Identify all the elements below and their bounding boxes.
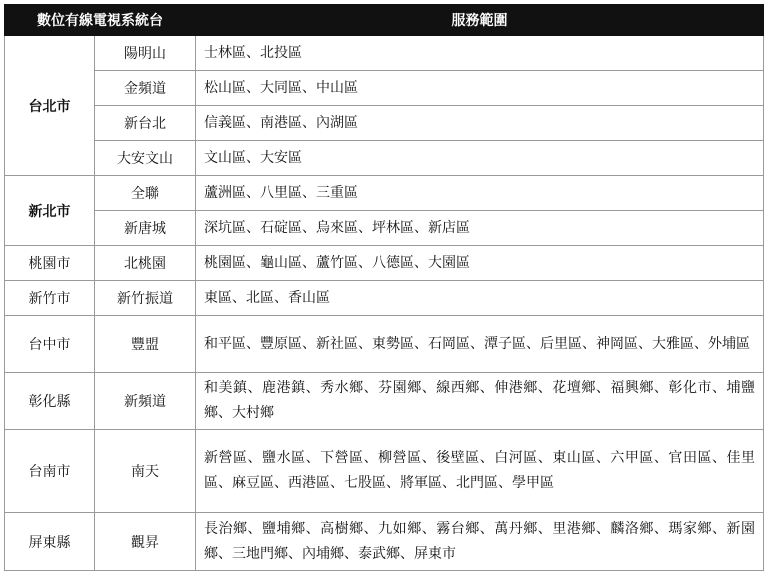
header-area: 服務範圍 xyxy=(196,5,764,36)
city-cell: 屏東縣 xyxy=(5,513,95,571)
area-cell: 松山區、大同區、中山區 xyxy=(196,71,764,106)
operator-cell: 金頻道 xyxy=(95,71,196,106)
area-cell: 桃園區、龜山區、蘆竹區、八德區、大園區 xyxy=(196,246,764,281)
operator-cell: 豐盟 xyxy=(95,316,196,373)
header-row xyxy=(5,5,764,36)
city-cell: 台中市 xyxy=(5,316,95,373)
table-row xyxy=(5,316,764,373)
table-row xyxy=(5,430,764,513)
table-row xyxy=(5,513,764,571)
city-cell: 彰化縣 xyxy=(5,373,95,430)
area-cell: 新營區、鹽水區、下營區、柳營區、後壁區、白河區、東山區、六甲區、官田區、佳里區、麻豆區、西港區、七股區、將軍區、北門區、學甲區 xyxy=(196,430,764,513)
table-row xyxy=(5,141,764,176)
table-row xyxy=(5,176,764,211)
service-area-table xyxy=(4,4,764,571)
table-row xyxy=(5,106,764,141)
operator-cell: 觀昇 xyxy=(95,513,196,571)
operator-cell: 新竹振道 xyxy=(95,281,196,316)
operator-cell: 全聯 xyxy=(95,176,196,211)
area-cell: 士林區、北投區 xyxy=(196,36,764,71)
area-cell: 深坑區、石碇區、烏來區、坪林區、新店區 xyxy=(196,211,764,246)
operator-cell: 新頻道 xyxy=(95,373,196,430)
table-row xyxy=(5,36,764,71)
operator-cell: 北桃園 xyxy=(95,246,196,281)
area-cell: 蘆洲區、八里區、三重區 xyxy=(196,176,764,211)
area-cell: 文山區、大安區 xyxy=(196,141,764,176)
table-row xyxy=(5,246,764,281)
area-cell: 東區、北區、香山區 xyxy=(196,281,764,316)
table-row xyxy=(5,373,764,430)
city-cell: 新北市 xyxy=(5,176,95,246)
area-cell: 和美鎮、鹿港鎮、秀水鄉、芬園鄉、線西鄉、伸港鄉、花壇鄉、福興鄉、彰化市、埔鹽鄉、大村鄉 xyxy=(196,373,764,430)
city-cell: 台北市 xyxy=(5,36,95,176)
operator-cell: 大安文山 xyxy=(95,141,196,176)
city-cell: 新竹市 xyxy=(5,281,95,316)
area-cell: 長治鄉、鹽埔鄉、高樹鄉、九如鄉、霧台鄉、萬丹鄉、里港鄉、麟洛鄉、瑪家鄉、新園鄉、三地門鄉、內埔鄉、泰武鄉、屏東市 xyxy=(196,513,764,571)
operator-cell: 陽明山 xyxy=(95,36,196,71)
operator-cell: 新台北 xyxy=(95,106,196,141)
table-row xyxy=(5,71,764,106)
header-operator: 數位有線電視系統台 xyxy=(5,5,196,36)
area-cell: 和平區、豐原區、新社區、東勢區、石岡區、潭子區、后里區、神岡區、大雅區、外埔區 xyxy=(196,316,764,373)
area-cell: 信義區、南港區、內湖區 xyxy=(196,106,764,141)
city-cell: 台南市 xyxy=(5,430,95,513)
city-cell: 桃園市 xyxy=(5,246,95,281)
operator-cell: 南天 xyxy=(95,430,196,513)
table-row xyxy=(5,281,764,316)
operator-cell: 新唐城 xyxy=(95,211,196,246)
table-row xyxy=(5,211,764,246)
